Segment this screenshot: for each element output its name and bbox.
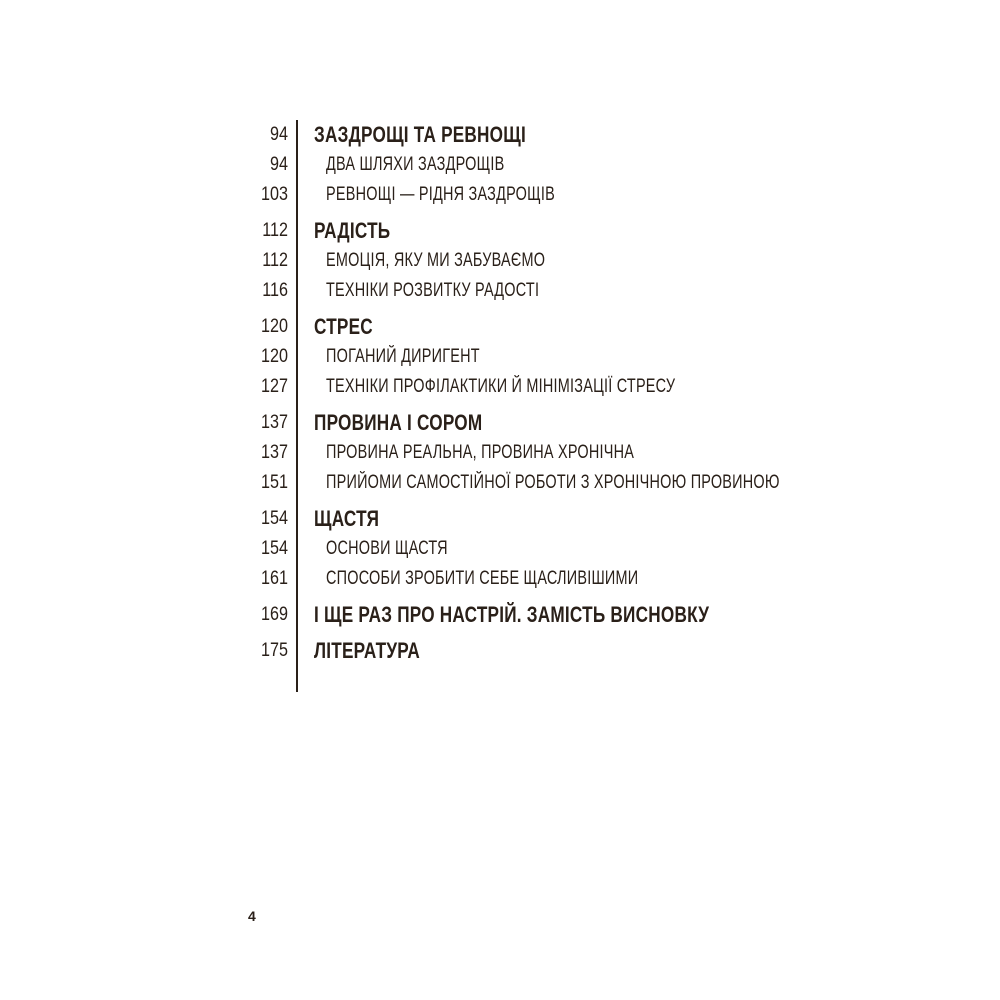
table-of-contents [240,120,860,672]
toc-chapter-entry[interactable] [240,600,860,630]
toc-chapter-title: ЛІТЕРАТУРА [314,638,421,663]
toc-page-number: 112 [262,250,288,271]
toc-subsection-entry[interactable] [240,564,860,594]
toc-chapter-entry[interactable] [240,312,860,342]
toc-chapter-title: ЩАСТЯ [314,506,380,531]
toc-subsection-entry[interactable] [240,372,860,402]
toc-chapter-title: СТРЕС [314,314,373,339]
toc-section [240,600,860,630]
toc-subsection-title: ПРИЙОМИ САМОСТІЙНОЇ РОБОТИ З ХРОНІЧНОЮ ПРОВИНОЮ [326,472,780,493]
toc-chapter-entry[interactable] [240,504,860,534]
toc-page-number: 112 [262,220,288,241]
toc-page-number: 120 [261,316,288,337]
toc-subsection-entry[interactable] [240,438,860,468]
toc-section [240,120,860,210]
toc-page-number: 137 [261,442,288,463]
toc-subsection-title: СПОСОБИ ЗРОБИТИ СЕБЕ ЩАСЛИВІШИМИ [326,568,639,589]
toc-subsection-title: ЕМОЦІЯ, ЯКУ МИ ЗАБУВАЄМО [326,250,546,271]
toc-chapter-entry[interactable] [240,408,860,438]
toc-page-number: 94 [270,124,288,145]
toc-subsection-title: ОСНОВИ ЩАСТЯ [326,538,448,559]
toc-subsection-title: ТЕХНІКИ РОЗВИТКУ РАДОСТІ [326,280,540,301]
toc-page-number: 161 [261,568,288,589]
toc-chapter-entry[interactable] [240,216,860,246]
toc-subsection-entry[interactable] [240,534,860,564]
toc-subsection-title: ПОГАНИЙ ДИРИГЕНТ [326,346,480,367]
toc-subsection-title: РЕВНОЩІ — РІДНЯ ЗАЗДРОЩІВ [326,184,555,205]
toc-subsection-entry[interactable] [240,276,860,306]
toc-subsection-title: ДВА ШЛЯХИ ЗАЗДРОЩІВ [326,154,505,175]
toc-page-number: 137 [261,412,288,433]
toc-page-number: 120 [261,346,288,367]
toc-chapter-title: ПРОВИНА І СОРОМ [314,410,483,435]
toc-section [240,408,860,498]
toc-page-number: 94 [270,154,288,175]
toc-subsection-entry[interactable] [240,342,860,372]
toc-subsection-entry[interactable] [240,246,860,276]
toc-chapter-title: РАДІСТЬ [314,218,391,243]
toc-section [240,636,860,666]
toc-subsection-entry[interactable] [240,468,860,498]
toc-page-number: 154 [261,538,288,559]
toc-chapter-entry[interactable] [240,636,860,666]
toc-subsection-entry[interactable] [240,150,860,180]
toc-subsection-entry[interactable] [240,180,860,210]
toc-chapter-title: І ЩЕ РАЗ ПРО НАСТРІЙ. ЗАМІСТЬ ВИСНОВКУ [314,602,710,627]
toc-page-number: 175 [261,640,288,661]
toc-page-number: 169 [261,604,288,625]
toc-section [240,504,860,594]
toc-chapter-title: ЗАЗДРОЩІ ТА РЕВНОЩІ [314,122,527,147]
toc-page-number: 154 [261,508,288,529]
toc-page-number: 127 [261,376,288,397]
toc-subsection-title: ПРОВИНА РЕАЛЬНА, ПРОВИНА ХРОНІЧНА [326,442,635,463]
toc-chapter-entry[interactable] [240,120,860,150]
toc-page-number: 103 [261,184,288,205]
toc-section [240,216,860,306]
toc-page-number: 116 [262,280,288,301]
toc-page-number: 151 [261,472,288,493]
toc-subsection-title: ТЕХНІКИ ПРОФІЛАКТИКИ Й МІНІМІЗАЦІЇ СТРЕСУ [326,376,676,397]
page-number: 4 [248,908,256,924]
toc-section [240,312,860,402]
